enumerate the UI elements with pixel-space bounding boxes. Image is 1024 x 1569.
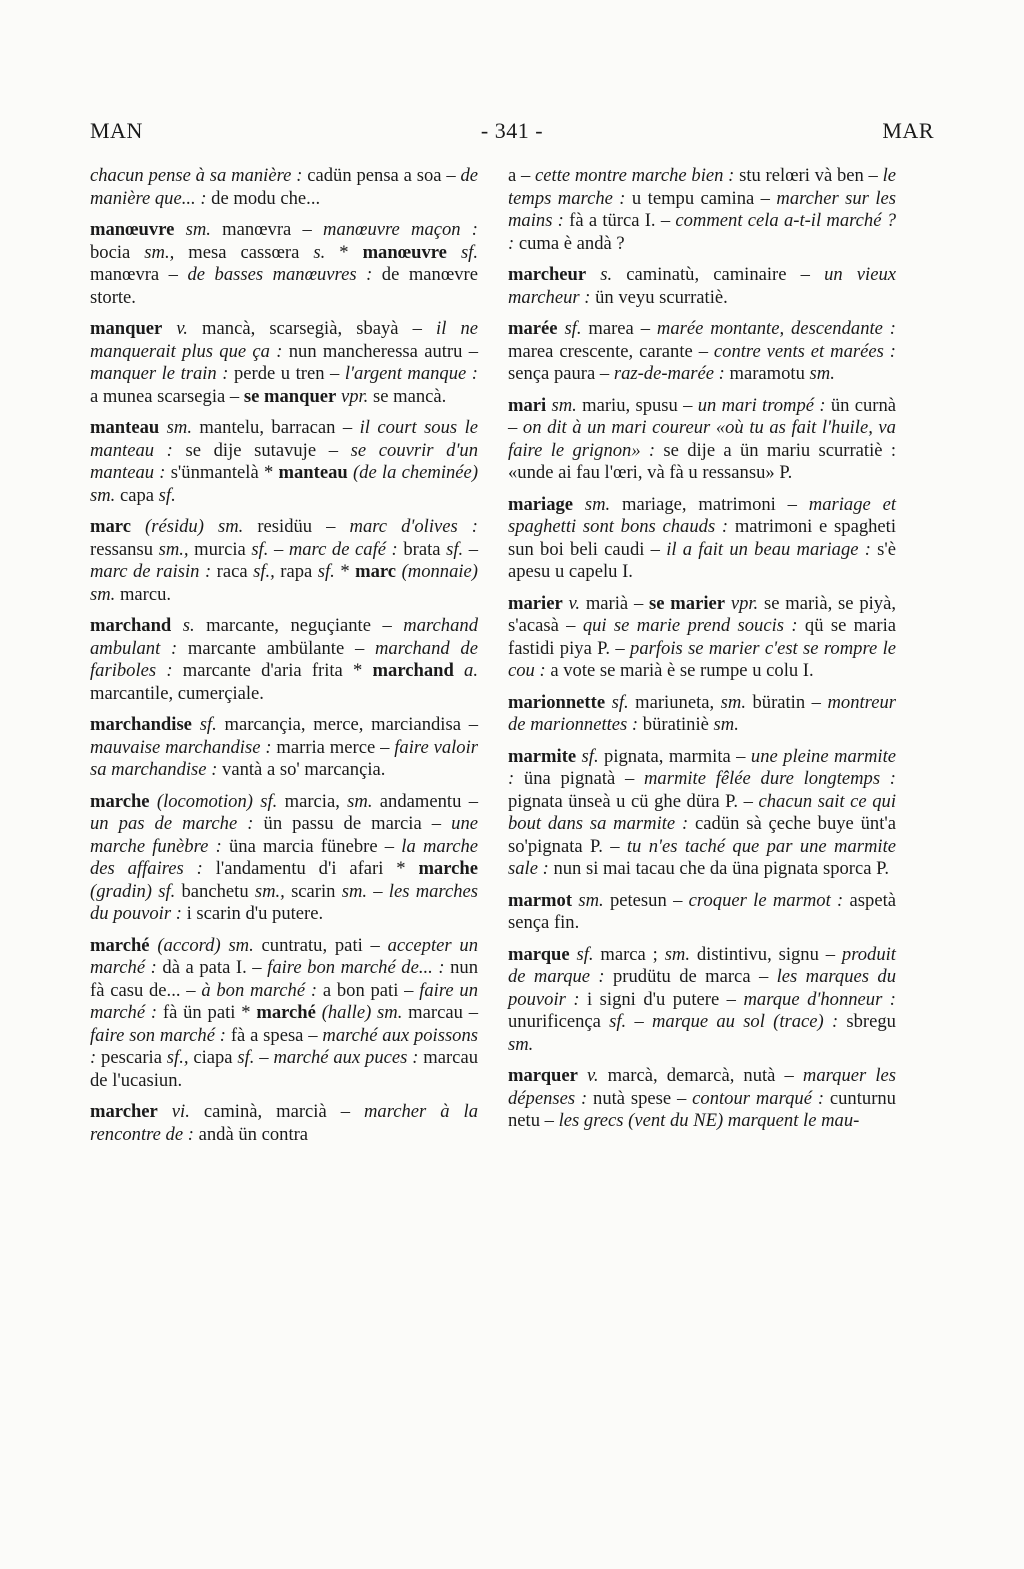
french-text: faire son marché :: [90, 1024, 226, 1046]
french-text: accepter un marché :: [90, 934, 479, 978]
french-text: s.: [171, 615, 195, 636]
french-text: (de la cheminée) sm.: [90, 462, 479, 506]
dictionary-entry: [508, 593, 896, 683]
french-text: il ne manquerait plus que ça :: [90, 318, 479, 362]
headword: marée: [508, 318, 558, 339]
dictionary-entry: [508, 1065, 896, 1133]
translation-text: sença paura –: [508, 363, 614, 384]
french-text: (gradin) sf.: [90, 880, 176, 902]
translation-text: –: [367, 880, 389, 902]
french-text: manœuvre maçon :: [323, 219, 478, 240]
translation-text: marea crescente, carante –: [508, 340, 714, 362]
dictionary-entry: [508, 746, 896, 881]
french-text: marcher à la rencontre de :: [90, 1101, 478, 1145]
french-text: il court sous le manteau :: [90, 417, 478, 461]
french-text: contre vents et marées :: [713, 340, 896, 362]
french-text: sm.: [347, 790, 373, 812]
french-text: sf.: [191, 714, 217, 735]
dictionary-entry: [508, 692, 896, 737]
translation-text: cadün pensa a soa –: [302, 165, 461, 186]
headword: marc: [90, 516, 131, 537]
french-text: sm.,: [158, 538, 189, 560]
french-text: manquer le train :: [90, 363, 229, 384]
french-text: marc de café :: [288, 538, 398, 560]
french-text: (monnaie) sm.: [90, 561, 478, 605]
dictionary-entry: [90, 219, 478, 309]
translation-text: –: [626, 1011, 652, 1032]
header-first-word: MAN: [90, 118, 143, 143]
translation-text: andamentu –: [372, 790, 478, 812]
translation-text: marca ;: [593, 943, 665, 965]
french-text: de basses manœuvres :: [187, 264, 373, 285]
translation-text: marcau de l'ucasiun.: [90, 1047, 478, 1091]
french-text: (halle) sm.: [315, 1002, 403, 1023]
dictionary-entry: [90, 615, 478, 705]
headword: manquer: [90, 318, 163, 339]
french-text: sm.,: [144, 241, 175, 263]
translation-text: büratiniè: [638, 714, 714, 735]
right-column: [508, 165, 896, 1142]
dictionary-entry: [508, 395, 896, 485]
page-header: [90, 118, 934, 152]
translation-text: a vote se marià è se rumpe u colu I.: [545, 660, 814, 681]
french-text: marc de raisin :: [90, 561, 212, 582]
french-text: on dit à un mari coureur «où tu as fait l'huile, va faire le grignon» :: [508, 417, 896, 461]
french-text: le temps marche :: [508, 165, 896, 209]
french-text: sf.: [446, 538, 464, 560]
french-text: sm.: [573, 493, 611, 515]
translation-text: pescaria: [96, 1047, 167, 1068]
french-text: marmite fêlée dure longtemps :: [644, 768, 896, 789]
translation-text: andà ün contra: [193, 1123, 309, 1145]
translation-text: a munea scarsegia –: [90, 385, 244, 407]
translation-text: unurificença: [508, 1011, 610, 1032]
french-text: sf.,: [166, 1047, 189, 1068]
translation-text: mancà, scarsegià, sbayà –: [187, 318, 437, 339]
french-text: sm.: [508, 1033, 534, 1055]
translation-text: rapa: [274, 561, 318, 582]
translation-text: –: [254, 1047, 274, 1068]
french-text: de manière que... :: [90, 165, 478, 209]
translation-text: de modu che...: [206, 187, 321, 209]
headword: marché: [90, 934, 150, 956]
headword: marcheur: [508, 264, 587, 285]
translation-text: –: [463, 538, 479, 560]
translation-text: üna pignatà –: [514, 768, 644, 789]
french-text: se couvrir d'un manteau :: [90, 439, 479, 483]
french-text: s.: [313, 241, 326, 263]
headword: se manquer: [243, 385, 337, 407]
translation-text: vantà a so' marcançia.: [217, 759, 386, 780]
headword: marmite: [508, 745, 577, 767]
french-text: marc d'olives :: [349, 516, 479, 537]
translation-text: nutà spese –: [587, 1087, 693, 1109]
dictionary-entry: [90, 791, 478, 926]
translation-text: a bon pati –: [317, 979, 420, 1001]
headword: mari: [508, 394, 547, 416]
headword: marionnette: [508, 691, 606, 713]
french-text: une pleine marmite :: [508, 745, 896, 789]
french-text: chacun pense à sa manière :: [90, 165, 303, 186]
translation-text: sbregu: [838, 1011, 896, 1032]
translation-text: cuntratu, pati –: [253, 934, 388, 956]
french-text: sf.: [251, 538, 269, 560]
french-text: tu n'es taché que par une marmite sale :: [508, 835, 896, 879]
french-text: un vieux marcheur :: [508, 264, 896, 308]
french-text: sf.: [158, 484, 176, 506]
translation-text: cadün sà çeche buye ünt'a so'pignata P. –: [508, 813, 896, 857]
translation-text: fà ün pati *: [157, 1002, 257, 1023]
translation-text: petesun –: [603, 889, 689, 911]
translation-text: ün curnà –: [508, 394, 896, 438]
dictionary-entry: [90, 165, 478, 210]
translation-text: ciapa: [188, 1047, 238, 1068]
translation-text: dà a pata I. –: [156, 957, 268, 978]
headword: manteau: [90, 417, 160, 438]
translation-text: cunturnu netu –: [508, 1087, 896, 1131]
french-text: marché aux puces :: [273, 1047, 419, 1068]
headword: marchandise: [90, 714, 192, 735]
french-text: v.: [162, 318, 188, 339]
translation-text: marcau –: [402, 1002, 478, 1023]
french-text: a.: [453, 660, 478, 681]
translation-text: s'è apesu u capelu I.: [508, 538, 896, 582]
french-text: mariage et spaghetti sont bons chauds :: [508, 493, 896, 537]
translation-text: marea –: [581, 318, 657, 339]
french-text: marque au sol (trace) :: [652, 1011, 839, 1032]
translation-text: distintivu, signu –: [690, 943, 842, 965]
translation-text: ressansu: [90, 538, 159, 560]
french-text: sf.: [609, 1011, 627, 1032]
dictionary-entry: [90, 714, 478, 782]
french-text: une marche funèbre :: [90, 813, 478, 857]
headword: marche: [418, 858, 478, 879]
french-text: qui se marie prend soucis :: [582, 615, 798, 636]
dictionary-entry: [508, 890, 896, 935]
french-text: produit de marque :: [508, 943, 896, 987]
headword: manœuvre: [362, 241, 447, 263]
headword: marmot: [508, 889, 573, 911]
french-text: marque d'honneur :: [743, 988, 896, 1010]
french-text: les marches du pouvoir :: [90, 880, 478, 924]
translation-text: marià –: [580, 592, 650, 614]
translation-text: mariage, matrimoni –: [610, 493, 809, 515]
page-number: - 341 -: [480, 118, 544, 143]
header-last-word: MAR: [882, 118, 934, 143]
headword: marquer: [508, 1065, 578, 1086]
translation-text: marcante ambülante –: [177, 637, 375, 659]
translation-text: *: [334, 561, 356, 582]
french-text: v.: [577, 1065, 599, 1086]
french-text: les grecs (vent du NE) marquent le mau-: [558, 1110, 860, 1131]
translation-text: brata: [397, 538, 447, 560]
translation-text: residüu –: [243, 516, 350, 537]
french-text: un mari trompé :: [697, 394, 826, 416]
french-text: cette montre marche bien :: [535, 165, 735, 186]
translation-text: se dije sutavuje –: [172, 439, 351, 461]
translation-text: perde u tren –: [228, 363, 345, 384]
translation-text: mesa cassœra: [174, 241, 314, 263]
french-text: sf.: [446, 241, 479, 263]
french-text: marchand de fariboles :: [90, 637, 478, 681]
translation-text: s'ünmantelà *: [165, 462, 279, 483]
french-text: faire un marché :: [90, 979, 479, 1023]
french-text: parfois se marier c'est se rompre le cou :: [508, 637, 896, 681]
translation-text: –: [268, 538, 289, 560]
french-text: les marques du pouvoir :: [508, 966, 896, 1010]
headword: mariage: [508, 493, 574, 515]
translation-text: marcu.: [115, 583, 172, 605]
left-column: [90, 165, 478, 1155]
translation-text: caminà, marcià –: [189, 1101, 364, 1122]
french-text: sm.: [809, 363, 835, 384]
french-text: à bon marché :: [201, 979, 318, 1001]
headword: marcher: [90, 1101, 158, 1122]
french-text: contour marqué :: [692, 1087, 825, 1109]
translation-text: caminatù, caminaire –: [612, 264, 825, 285]
translation-text: pignata, marmita –: [598, 745, 751, 767]
translation-text: de manœvre storte.: [90, 264, 479, 308]
translation-text: a –: [508, 165, 536, 186]
translation-text: marcançia, merce, marciandisa –: [216, 714, 478, 735]
headword: marchand: [372, 660, 454, 681]
french-text: marée montante, descendante :: [656, 318, 896, 339]
translation-text: üna marcia fünebre –: [221, 835, 402, 857]
french-text: mauvaise marchandise :: [90, 736, 272, 758]
translation-text: marria merce –: [271, 736, 395, 758]
french-text: sm.: [159, 417, 192, 438]
french-text: sm.: [664, 943, 690, 965]
french-text: s.: [586, 264, 613, 285]
translation-text: fà a türca I. –: [563, 210, 676, 231]
translation-text: ün veyu scurratiè.: [590, 286, 728, 308]
translation-text: marcia,: [277, 790, 348, 812]
translation-text: i scarin d'u putere.: [181, 903, 324, 924]
translation-text: büratin –: [745, 691, 828, 713]
translation-text: cuma è andà ?: [514, 232, 625, 254]
translation-text: capa: [115, 484, 159, 506]
french-text: la marche des affaires :: [90, 835, 479, 879]
headword: marque: [508, 943, 570, 965]
translation-text: nun si mai tacau che da üna pignata sporca P.: [548, 858, 890, 879]
translation-text: raca: [211, 561, 254, 582]
headword: se marier: [649, 592, 726, 614]
french-text: (résidu) sm.: [130, 516, 244, 537]
translation-text: ün passu de marcia –: [253, 813, 452, 834]
french-text: sf.: [317, 561, 335, 582]
french-text: sm.: [341, 880, 368, 902]
translation-text: banchetu: [175, 880, 255, 902]
dictionary-entry: [508, 944, 896, 1057]
translation-text: fà a spesa –: [226, 1024, 323, 1046]
french-text: comment cela a-t-il marché ? :: [508, 210, 897, 254]
translation-text: stu relœri và ben –: [734, 165, 883, 186]
french-text: faire bon marché de... :: [267, 957, 445, 978]
french-text: vpr.: [725, 592, 759, 614]
translation-text: scarin: [284, 880, 342, 902]
translation-text: nun mancheressa autru –: [282, 340, 478, 362]
french-text: sf.: [237, 1047, 255, 1068]
translation-text: nun fà casu de... –: [90, 957, 478, 1001]
translation-text: se dije a ün mariu scurratiè : «unde ai fau l'œri, và fà u ressansu» P.: [508, 439, 896, 483]
dictionary-entry: [90, 318, 478, 408]
translation-text: marcante, neguçiante –: [194, 615, 404, 636]
french-text: marchand ambulant :: [90, 615, 478, 659]
translation-text: prudütu de marca –: [604, 966, 777, 987]
translation-text: marcante d'aria frita *: [172, 660, 373, 681]
headword: marché: [256, 1002, 316, 1023]
french-text: sm.: [713, 714, 739, 735]
french-text: marcher sur les mains :: [508, 187, 896, 231]
translation-text: marcà, demarcà, nutà –: [598, 1065, 803, 1086]
french-text: sm.: [174, 219, 211, 240]
dictionary-entry: [90, 417, 478, 507]
dictionary-entry: [508, 318, 896, 386]
translation-text: murcia: [188, 538, 252, 560]
translation-text: se mancà.: [368, 385, 447, 407]
french-text: il a fait un beau mariage :: [666, 538, 871, 560]
french-text: sf.: [569, 943, 594, 965]
french-text: vpr.: [336, 385, 369, 407]
translation-text: u tempu camina –: [625, 187, 777, 209]
french-text: (locomotion) sf.: [149, 790, 278, 812]
french-text: (accord) sm.: [149, 934, 254, 956]
french-text: vi.: [157, 1101, 190, 1122]
headword: marche: [90, 790, 150, 812]
headword: manœuvre: [90, 219, 175, 240]
translation-text: qü se maria fastidi piya P. –: [508, 615, 896, 659]
translation-text: pignata ünseà u cü ghe düra P. –: [508, 790, 759, 812]
french-text: sf.: [576, 745, 599, 767]
french-text: sm.: [546, 394, 577, 416]
french-text: l'argent manque :: [344, 363, 478, 384]
dictionary-entry: [90, 1101, 478, 1146]
translation-text: aspetà sença fin.: [508, 889, 896, 933]
dictionary-entry: [90, 516, 478, 606]
headword: manteau: [278, 462, 348, 483]
translation-text: matrimoni e spagheti sun boi beli caudi –: [508, 516, 896, 560]
translation-text: marcantile, cumerçiale.: [90, 682, 264, 704]
translation-text: maramotu: [724, 363, 810, 384]
french-text: sf.,: [253, 561, 275, 582]
french-text: v.: [562, 592, 581, 614]
french-text: raz-de-marée :: [613, 363, 725, 384]
french-text: sm.,: [254, 880, 285, 902]
dictionary-entry: [508, 165, 896, 255]
translation-text: *: [325, 241, 363, 263]
translation-text: l'andamentu d'i afari *: [202, 858, 419, 879]
french-text: faire valoir sa marchandise :: [90, 736, 478, 780]
translation-text: mantelu, barracan –: [191, 417, 360, 438]
french-text: marché aux poissons :: [90, 1024, 479, 1068]
translation-text: i signi d'u putere –: [579, 988, 744, 1010]
dictionary-entry: [508, 264, 896, 309]
translation-text: mariuneta,: [628, 691, 721, 713]
dictionary-entry: [90, 935, 478, 1093]
dictionary-entry: [508, 494, 896, 584]
french-text: sf.: [605, 691, 629, 713]
translation-text: se marià, se piyà, s'acasà –: [508, 592, 896, 636]
french-text: marquer les dépenses :: [508, 1065, 896, 1109]
translation-text: manœvra –: [210, 219, 324, 240]
headword: marchand: [90, 615, 172, 636]
french-text: montreur de marionnettes :: [508, 691, 896, 735]
french-text: sf.: [557, 318, 582, 339]
headword: marc: [355, 561, 397, 582]
french-text: sm.: [720, 691, 746, 713]
french-text: un pas de marche :: [90, 813, 254, 834]
french-text: sm.: [572, 889, 604, 911]
french-text: croquer le marmot :: [688, 889, 844, 911]
translation-text: bocia: [90, 241, 145, 263]
translation-text: mariu, spusu –: [576, 394, 698, 416]
translation-text: manœvra –: [90, 264, 188, 285]
headword: marier: [508, 592, 563, 614]
french-text: chacun sait ce qui bout dans sa marmite :: [508, 790, 896, 834]
